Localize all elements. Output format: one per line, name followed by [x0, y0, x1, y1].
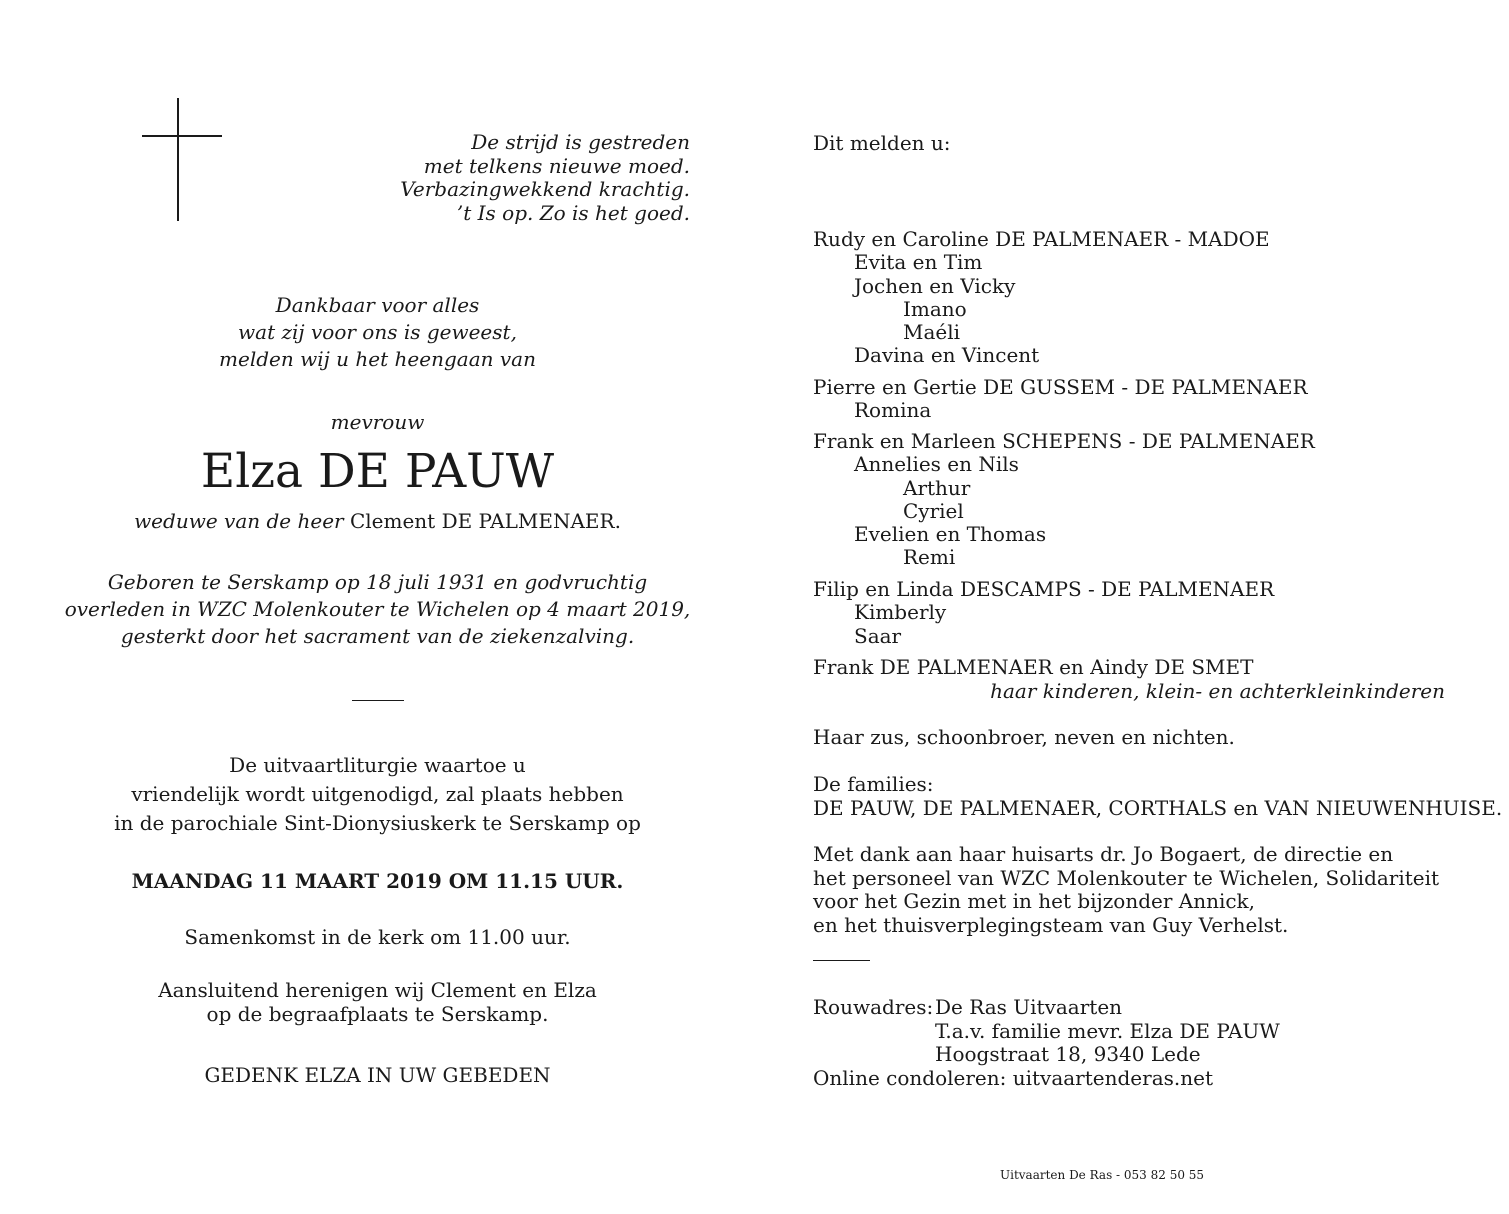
family-member: Jochen en Vicky [854, 273, 1016, 298]
honorific: mevrouw [330, 410, 425, 434]
families-block [813, 773, 1502, 820]
address-line: T.a.v. familie mevr. Elza DE PAUW [935, 1018, 1280, 1043]
poem-line: Verbazingwekkend krachtig. [400, 177, 690, 201]
family-member: Kimberly [854, 600, 947, 625]
children-note: haar kinderen, klein- en achterkleinkinderen [990, 679, 1445, 703]
intro-line: wat zij voor ons is geweest, [238, 320, 517, 344]
family-head: Frank en Marleen SCHEPENS - DE PALMENAER [813, 429, 1315, 453]
family-group [813, 376, 1308, 423]
family-head: Filip en Linda DESCAMPS - DE PALMENAER [813, 577, 1275, 601]
family-member: Remi [903, 545, 956, 570]
family-head: Frank DE PALMENAER en Aindy DE SMET [813, 655, 1254, 679]
funeral-date: MAANDAG 11 MAART 2019 OM 11.15 UUR. [131, 869, 624, 893]
intro-text [200, 292, 555, 373]
thanks-line: Met dank aan haar huisarts dr. Jo Bogaert, de directie en [813, 842, 1394, 866]
thanks-line: voor het Gezin met in het bijzonder Annick, [813, 889, 1256, 913]
thanks-block [813, 843, 1439, 937]
family-group [813, 578, 1274, 648]
address-line: Hoogstraat 18, 9340 Lede [935, 1042, 1201, 1066]
address-line: De Ras Uitvaarten [935, 995, 1123, 1019]
born-line: Geboren te Serskamp op 18 juli 1931 en godvruchtig [107, 570, 648, 594]
family-member: Evita en Tim [854, 250, 983, 275]
cross-vertical-bar [177, 98, 179, 221]
address-label: Rouwadres: [813, 995, 934, 1019]
poem-line: ’t Is op. Zo is het goed. [456, 200, 690, 225]
family-member: Arthur [903, 475, 971, 500]
widow-line: weduwe van de heer Clement DE PALMENAER. [134, 509, 621, 533]
burial-text [150, 978, 605, 1026]
family-head: Rudy en Caroline DE PALMENAER - MADOE [813, 227, 1270, 251]
address-block [813, 996, 1280, 1090]
family-member: Maéli [903, 320, 961, 345]
poem-line: met telkens nieuwe moed. [423, 153, 690, 178]
thanks-line: en het thuisverplegingsteam van Guy Verhelst. [813, 912, 1289, 937]
burial-line: op de begraafplaats te Serskamp. [206, 1002, 549, 1026]
birth-death-text [60, 569, 695, 650]
born-line: overleden in WZC Molenkouter te Wichelen op 4 maart 2019, [64, 597, 691, 621]
gathering-time: Samenkomst in de kerk om 11.00 uur. [184, 925, 571, 949]
family-group [813, 228, 1270, 368]
online-label: Online condoleren: [813, 1065, 1007, 1090]
liturgy-line: De uitvaartliturgie waartoe u [229, 753, 526, 777]
liturgy-line: in de parochiale Sint-Dionysiuskerk te Serskamp op [114, 811, 641, 835]
online-condolences [813, 1067, 1280, 1091]
families-label: De families: [813, 772, 934, 796]
burial-line: Aansluitend herenigen wij Clement en Elza [158, 978, 597, 1002]
siblings-line: Haar zus, schoonbroer, neven en nichten. [813, 725, 1235, 749]
born-line: gesterkt door het sacrament van de ziekenzalving. [120, 624, 635, 648]
printer-footer: Uitvaarten De Ras - 053 82 50 55 [1000, 1168, 1205, 1182]
family-member: Romina [854, 398, 932, 423]
family-member: Imano [903, 296, 967, 321]
remember-line: GEDENK ELZA IN UW GEBEDEN [204, 1063, 551, 1087]
announce-heading: Dit melden u: [813, 131, 951, 155]
family-member: Evelien en Thomas [854, 522, 1047, 547]
deceased-name: Elza DE PAUW [200, 444, 555, 499]
family-group [813, 430, 1315, 570]
poem [360, 131, 690, 225]
separator-line [352, 700, 404, 701]
family-member: Davina en Vincent [854, 343, 1040, 368]
separator-line [813, 960, 870, 961]
family-member: Annelies en Nils [854, 452, 1019, 477]
liturgy-line: vriendelijk wordt uitgenodigd, zal plaats hebben [131, 782, 624, 806]
intro-line: Dankbaar voor alles [275, 293, 480, 317]
family-group [813, 656, 1253, 679]
liturgy-text [100, 751, 655, 838]
family-head: Pierre en Gertie DE GUSSEM - DE PALMENAER [813, 375, 1308, 399]
families-names: DE PAUW, DE PALMENAER, CORTHALS en VAN NIEUWENHUISE. [813, 795, 1503, 820]
family-member: Saar [854, 623, 902, 648]
thanks-line: het personeel van WZC Molenkouter te Wichelen, Solidariteit [813, 865, 1440, 890]
family-member: Cyriel [903, 498, 964, 523]
intro-line: melden wij u het heengaan van [219, 347, 536, 371]
online-link[interactable]: uitvaartenderas.net [1012, 1065, 1213, 1090]
cross-horizontal-bar [142, 135, 222, 137]
poem-line: De strijd is gestreden [471, 130, 690, 154]
